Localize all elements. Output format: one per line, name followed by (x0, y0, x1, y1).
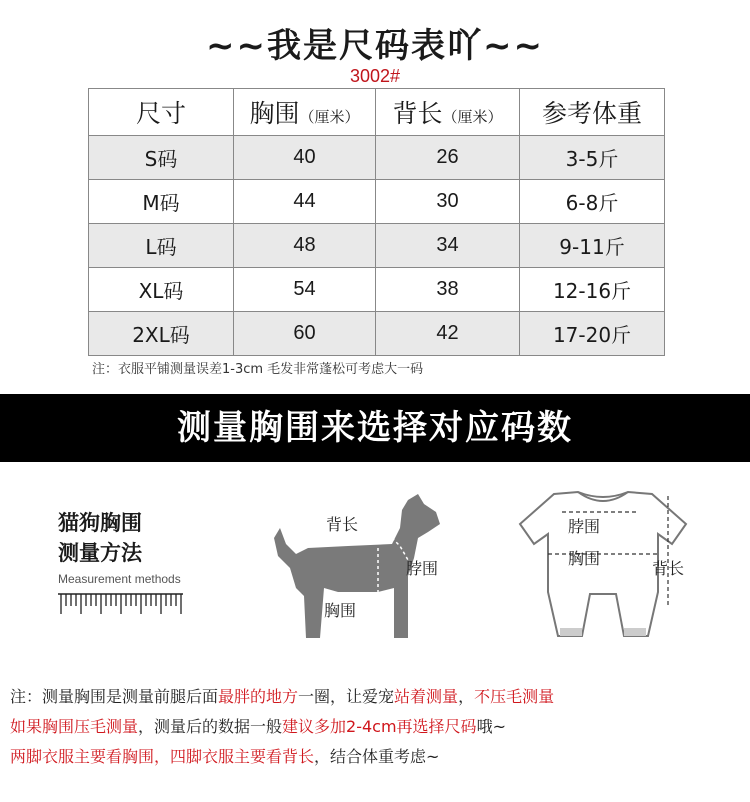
note-highlight: 两脚衣服主要看胸围，四脚衣服主要看背长 (10, 747, 315, 766)
dog-label-chest: 胸围 (324, 601, 357, 620)
garment-label-neck: 脖围 (568, 517, 601, 536)
note-highlight: 建议多加2-4cm再选择尺码 (282, 717, 477, 736)
note-line-1 (10, 682, 554, 712)
size-table (88, 88, 665, 356)
cell-weight: 17-20斤 (520, 312, 665, 356)
cell-chest: 44 (234, 180, 376, 224)
cell-size: L码 (89, 224, 234, 268)
cell-weight: 6-8斤 (520, 180, 665, 224)
measurement-note: 注：衣服平铺测量误差1-3cm 毛发非常蓬松可考虑大一码 (92, 362, 424, 377)
section-banner: 测量胸围来选择对应码数 (0, 394, 750, 462)
note-highlight: 不压毛测量 (474, 687, 555, 706)
note-text: 注：测量胸围是测量前腿后面 (10, 687, 219, 706)
header-back-length: 背长（厘米） (376, 89, 520, 136)
cell-size: S码 (89, 136, 234, 180)
note-line-2 (10, 712, 554, 742)
dog-label-neck: 脖围 (406, 559, 439, 578)
note-text: 哦~ (476, 717, 506, 736)
cell-size: M码 (89, 180, 234, 224)
method-line-2: 测量方法 (58, 541, 142, 565)
cell-chest: 54 (234, 268, 376, 312)
cell-back: 34 (376, 224, 520, 268)
note-text: 一圈，让爱宠 (298, 687, 395, 706)
page-title: ~~我是尺码表吖~~ (206, 26, 544, 66)
method-line-3: Measurement methods (58, 572, 181, 586)
header-size: 尺寸 (89, 89, 234, 136)
note-text: ，测量后的数据一般 (138, 717, 283, 736)
note-text: ， (458, 687, 475, 706)
table-row (89, 136, 665, 180)
cell-chest: 40 (234, 136, 376, 180)
cell-weight: 12-16斤 (520, 268, 665, 312)
table-row (89, 312, 665, 356)
note-text: ，结合体重考虑~ (314, 747, 440, 766)
header-chest: 胸围（厘米） (234, 89, 376, 136)
cell-chest: 60 (234, 312, 376, 356)
cell-size: XL码 (89, 268, 234, 312)
cell-back: 42 (376, 312, 520, 356)
table-row (89, 268, 665, 312)
method-heading (58, 508, 181, 586)
cell-weight: 3-5斤 (520, 136, 665, 180)
cell-chest: 48 (234, 224, 376, 268)
table-row (89, 224, 665, 268)
garment-label-back: 背长 (652, 559, 685, 578)
ruler-icon (58, 592, 183, 616)
cell-weight: 9-11斤 (520, 224, 665, 268)
model-number: 3002# (349, 66, 401, 86)
method-line-1: 猫狗胸围 (58, 511, 142, 535)
note-highlight: 站着测量 (394, 687, 459, 706)
dog-label-back: 背长 (326, 515, 359, 534)
cell-back: 30 (376, 180, 520, 224)
table-row (89, 180, 665, 224)
note-highlight: 如果胸围压毛测量 (10, 717, 139, 736)
header-weight: 参考体重 (520, 89, 665, 136)
garment-label-chest: 胸围 (568, 549, 601, 568)
table-header-row (89, 89, 665, 136)
cell-back: 38 (376, 268, 520, 312)
cell-back: 26 (376, 136, 520, 180)
note-highlight: 最胖的地方 (218, 687, 299, 706)
cell-size: 2XL码 (89, 312, 234, 356)
bottom-notes (10, 682, 554, 772)
note-line-3 (10, 742, 554, 772)
